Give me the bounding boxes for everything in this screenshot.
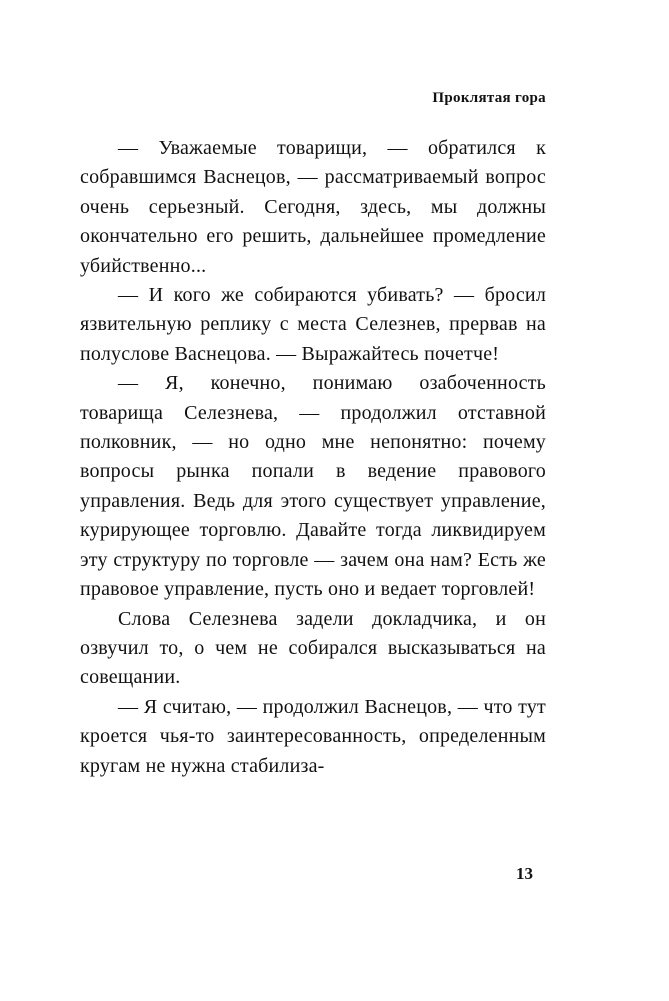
paragraph: — Я считаю, — продолжил Васнецов, — что тут кроется чья-то заинтересованность, определенным кругам не нужна стабилиза-	[80, 695, 546, 777]
running-head: Проклятая гора	[432, 90, 546, 106]
paragraph: — Уважаемые товарищи, — обратился к собравшимся Васнецов, — рассматриваемый вопрос очень серьезный. Сегодня, здесь, мы должны окончательно его решить, дальнейшее промедление убийственно...	[80, 137, 546, 277]
page-number: 13	[516, 864, 533, 883]
paragraph: Слова Селезнева задели докладчика, и он озвучил то, о чем не собирался высказываться на совещании.	[80, 607, 546, 689]
paragraph: — Я, конечно, понимаю озабоченность товарища Селезнева, — продолжил отставной полковник, — но одно мне непонятно: почему вопросы рынка попали в ведение правового управления. Ведь для этого существует управление, курирующее торговлю. Давайте тогда ликвидируем эту структуру по торговле — зачем она нам? Есть же правовое управление, пусть оно и ведает торговлей!	[80, 372, 546, 601]
paragraph: — И кого же собираются убивать? — бросил язвительную реплику с места Селезнев, прервав на полуслове Васнецова. — Выражайтесь почетче!	[80, 284, 546, 365]
body-text	[80, 134, 546, 781]
